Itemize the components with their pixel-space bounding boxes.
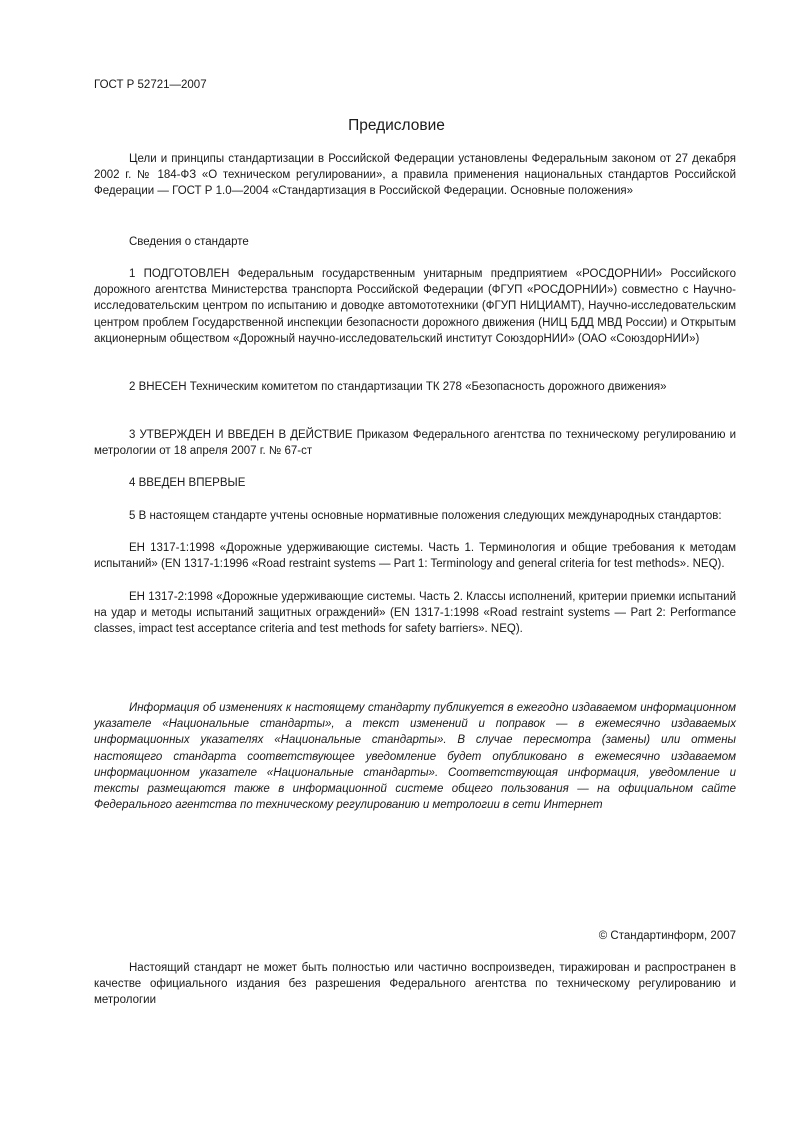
item-3-approved: 3 УТВЕРЖДЕН И ВВЕДЕН В ДЕЙСТВИЕ Приказом Федерального агентства по техническому регулированию и метрологии от 18 апреля 2007 г. № 67-ст bbox=[94, 429, 736, 458]
info-heading: Сведения о стандарте bbox=[129, 236, 249, 248]
item-2-introduced: 2 ВНЕСЕН Техническим комитетом по стандартизации ТК 278 «Безопасность дорожного движения» bbox=[129, 381, 667, 393]
standard-en-1317-2: ЕН 1317-2:1998 «Дорожные удерживающие системы. Часть 2. Классы исполнений, критерии приемки испытаний на удар и методы испытаний защитных ограждений» (EN 1317-1:1998 «Road restraint systems — Part 2: Performance classes, impact test acceptance criteria and test methods for safety barriers». NEQ). bbox=[94, 591, 736, 636]
copyright-line: © Стандартинформ, 2007 bbox=[598, 930, 736, 942]
item-4-first-introduced: 4 ВВЕДЕН ВПЕРВЫЕ bbox=[129, 477, 246, 489]
reproduction-notice: Настоящий стандарт не может быть полностью или частично воспроизведен, тиражирован и распространен в качестве официального издания без разрешения Федерального агентства по техническому регулированию и метрологии bbox=[94, 962, 736, 1007]
document-header-id: ГОСТ Р 52721—2007 bbox=[94, 79, 207, 91]
standard-en-1317-1: ЕН 1317-1:1998 «Дорожные удерживающие системы. Часть 1. Терминология и общие требования к методам испытаний» (EN 1317-1:1996 «Road restraint systems — Part 1: Terminology and general criteria for test methods». NEQ). bbox=[94, 542, 736, 571]
intro-paragraph: Цели и принципы стандартизации в Российской Федерации установлены Федеральным законом от 27 декабря 2002 г. № 184-ФЗ «О техническом регулировании», а правила применения национальных стандартов Российской Федерации — ГОСТ Р 1.0—2004 «Стандартизация в Российской Федерации. Основные положения» bbox=[94, 153, 736, 198]
item-1-prepared: 1 ПОДГОТОВЛЕН Федеральным государственным унитарным предприятием «РОСДОРНИИ» Российского дорожного агентства Министерства транспорта Российской Федерации (ФГУП «РОСДОРНИИ») совместно с Научно-исследовательским центром по испытанию и доводке автомототехники (ФГУП НИЦИАМТ), Научно-исследовательским центром проблем Государственной инспекции безопасности дорожного движения (НИЦ БДД МВД России) и Открытым акционерным обществом «Дорожный научно-исследовательский институт СоюздорНИИ» (ОАО «СоюздорНИИ») bbox=[94, 268, 736, 345]
page-title: Предисловие bbox=[348, 117, 445, 134]
changes-notice: Информация об изменениях к настоящему стандарту публикуется в ежегодно издаваемом информационном указателе «Национальные стандарты», а текст изменений и поправок — в ежемесячно издаваемых информационных указателях «Национальные стандарты». В случае пересмотра (замены) или отмены настоящего стандарта соответствующее уведомление будет опубликовано в ежемесячно издаваемом информационном указателе «Национальные стандарты». Соответствующая информация, уведомление и тексты размещаются также в информационной системе общего пользования — на официальном сайте Федерального агентства по техническому регулированию и метрологии в сети Интернет bbox=[94, 702, 736, 812]
item-5-standards-intro: 5 В настоящем стандарте учтены основные нормативные положения следующих международных стандартов: bbox=[129, 510, 722, 522]
